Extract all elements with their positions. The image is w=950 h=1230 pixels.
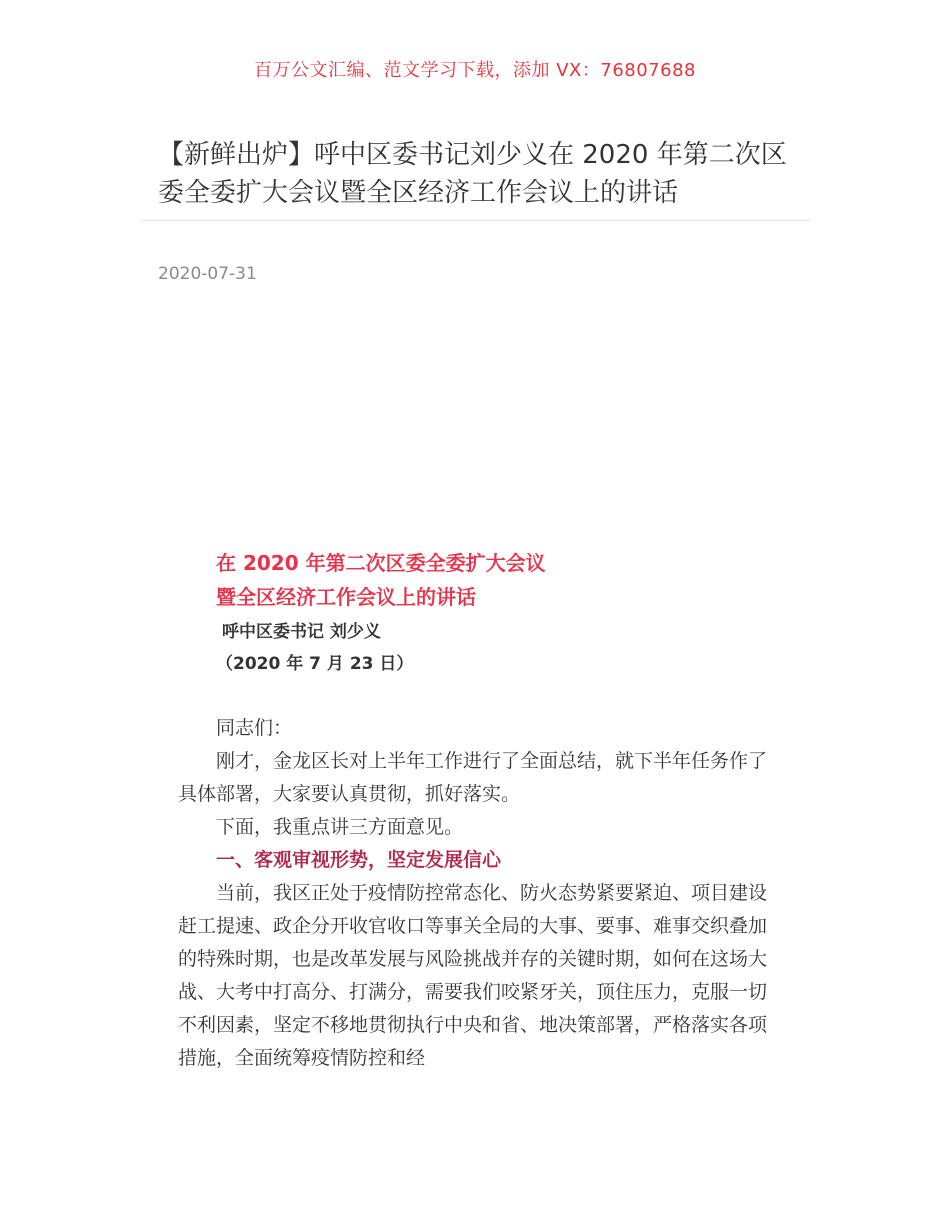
- watermark-banner: 百万公文汇编、范文学习下载，添加 VX：76807688: [254, 60, 696, 81]
- article-title: 【新鲜出炉】呼中区委书记刘少义在 2020 年第二次区委全委扩大会议暨全区经济工作会议上的讲话: [158, 140, 787, 208]
- article-body: [178, 546, 774, 1075]
- section-1-heading: 一、客观审视形势，坚定发展信心: [216, 849, 502, 871]
- paragraph-1: 刚才，金龙区长对上半年工作进行了全面总结，就下半年任务作了具体部署，大家要认真贯彻，抓好落实。: [178, 750, 768, 805]
- publish-date: 2020-07-31: [158, 264, 257, 284]
- speech-date: （2020 年 7 月 23 日）: [216, 654, 414, 674]
- greeting: 同志们：: [216, 717, 293, 739]
- speaker-name: 呼中区委书记 刘少义: [222, 622, 381, 642]
- paragraph-2: 下面，我重点讲三方面意见。: [216, 816, 464, 838]
- paragraph-3: 当前，我区正处于疫情防控常态化、防火态势紧要紧迫、项目建设赶工提速、政企分开收官收口等事关全局的大事、要事、难事交织叠加的特殊时期，也是改革发展与风险挑战并存的关键时期，如何在这场大战、大考中打高分、打满分，需要我们咬紧牙关，顶住压力，克服一切不利因素，坚定不移地贯彻执行中央和省、地决策部署，严格落实各项措施，全面统筹疫情防控和经: [178, 882, 768, 1069]
- title-divider: [140, 220, 810, 221]
- speech-title-line-2: 暨全区经济工作会议上的讲话: [216, 585, 476, 609]
- speech-title-line-1: 在 2020 年第二次区委全委扩大会议: [216, 551, 546, 575]
